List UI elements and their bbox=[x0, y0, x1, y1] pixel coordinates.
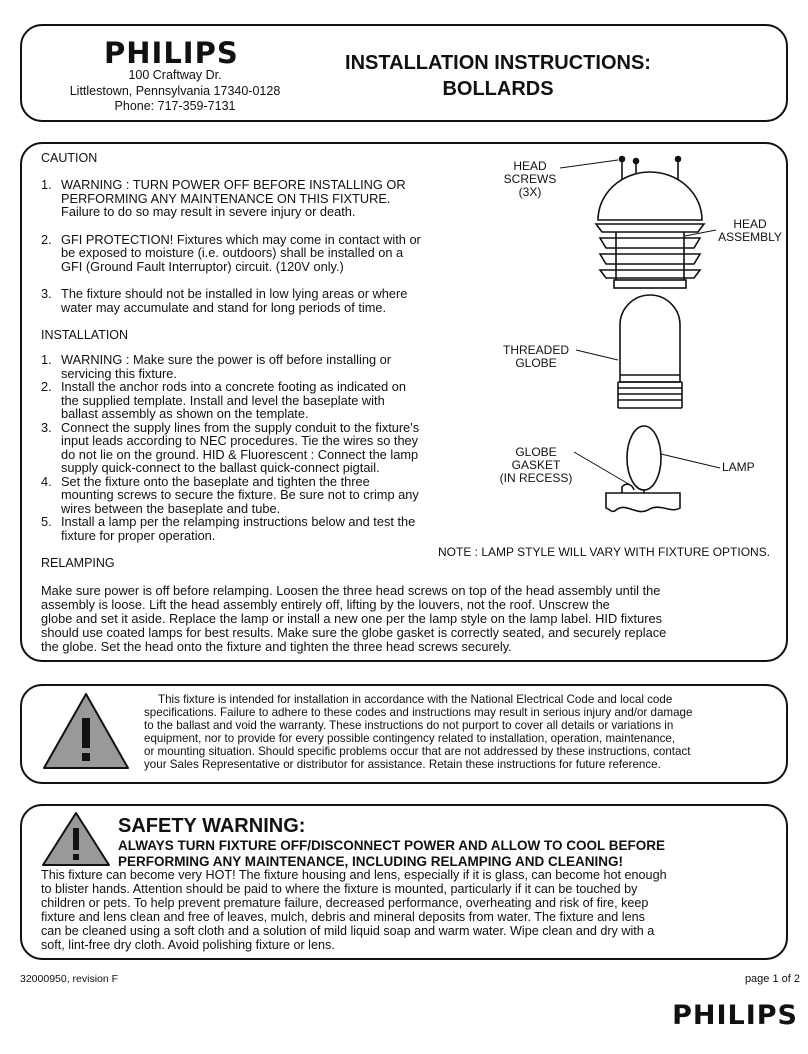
safety-title: SAFETY WARNING: bbox=[118, 815, 306, 837]
safety-subtitle-line: ALWAYS TURN FIXTURE OFF/DISCONNECT POWER AND ALLOW TO COOL BEFORE bbox=[118, 838, 666, 853]
label-line: GLOBE bbox=[515, 356, 557, 370]
list-number: 1. bbox=[41, 352, 52, 367]
list-line: mounting screws to secure the fixture. Be sure not to crimp any bbox=[61, 487, 419, 502]
list-line: Install the anchor rods into a concrete footing as indicated on bbox=[61, 379, 407, 394]
list-line: do not lie on the ground. HID & Fluorescent : Connect the lamp bbox=[61, 446, 419, 462]
list-line: GFI (Ground Fault Interruptor) circuit. (120V only.) bbox=[61, 258, 344, 274]
list-line: Install a lamp per the relamping instructions below and test the bbox=[61, 514, 416, 529]
notice-line: your Sales Representative or distributor for assistance. Retain these instructions for future reference. bbox=[144, 758, 661, 771]
lamp-style-note: NOTE : LAMP STYLE WILL VARY WITH FIXTURE OPTIONS. bbox=[438, 545, 771, 559]
label-line: (3X) bbox=[518, 185, 542, 199]
list-line: wires between the baseplate and tube. bbox=[61, 500, 281, 516]
notice-line: This fixture is intended for installation in accordance with the National Electrical Code and local code bbox=[158, 693, 673, 706]
safety-subtitle-line: PERFORMING ANY MAINTENANCE, INCLUDING RELAMPING AND CLEANING! bbox=[118, 854, 623, 869]
label-line: ASSEMBLY bbox=[718, 230, 782, 244]
list-line: fixture for proper operation. bbox=[61, 527, 216, 543]
list-number: 3. bbox=[41, 419, 52, 435]
list-text bbox=[61, 380, 406, 421]
caution-heading: CAUTION bbox=[41, 151, 98, 165]
list-number: 2. bbox=[41, 379, 52, 394]
list-item bbox=[41, 178, 481, 219]
list-text bbox=[61, 475, 419, 516]
document-number: 32000950, revision F bbox=[20, 973, 119, 985]
installation-list bbox=[41, 353, 481, 542]
list-text bbox=[61, 178, 406, 219]
list-line: water may accumulate and stand for long periods of time. bbox=[61, 299, 387, 315]
title-line: INSTALLATION INSTRUCTIONS: bbox=[345, 52, 651, 74]
company-address bbox=[40, 68, 310, 115]
bollard-diagram bbox=[560, 150, 740, 530]
label-line: HEAD bbox=[733, 217, 767, 231]
title-line: BOLLARDS bbox=[442, 78, 554, 100]
list-line: be exposed to moisture (i.e. outdoors) shall be installed on a bbox=[61, 245, 404, 260]
warning-triangle-icon bbox=[40, 810, 112, 868]
address-line: Phone: 717-359-7131 bbox=[114, 99, 236, 113]
relamping-text bbox=[41, 584, 781, 654]
safety-line: children or pets. To help prevent premature failure, decreased performance, overheating and risk of fire, keep bbox=[41, 896, 649, 910]
label-line: (IN RECESS) bbox=[499, 471, 573, 485]
list-line: Failure to do so may result in severe injury or death. bbox=[61, 204, 356, 219]
list-item bbox=[41, 353, 481, 380]
safety-line: can be cleaned using a soft cloth and a solution of mild liquid soap and warm water. Wipe clean and dry with a bbox=[41, 924, 655, 938]
safety-line: to blister hands. Attention should be paid to where the fixture is mounted, particularly if it can be touched by bbox=[41, 882, 638, 896]
notice-text bbox=[144, 693, 782, 771]
label-head-screws bbox=[494, 160, 566, 199]
list-line: PERFORMING ANY MAINTENANCE ON THIS FIXTURE. bbox=[61, 190, 391, 206]
list-line: WARNING : TURN POWER OFF BEFORE INSTALLING OR bbox=[61, 177, 406, 192]
list-line: The fixture should not be installed in low lying areas or where bbox=[61, 286, 408, 301]
safety-line: fixture and lens clean and free of leaves, mulch, debris and mineral deposits from water. The fixture and lens bbox=[41, 910, 645, 924]
warning-triangle-icon bbox=[40, 690, 132, 772]
list-text bbox=[61, 421, 419, 475]
list-text bbox=[61, 233, 421, 274]
list-line: servicing this fixture. bbox=[61, 365, 177, 381]
label-lamp: LAMP bbox=[722, 460, 755, 474]
list-line: WARNING : Make sure the power is off before installing or bbox=[61, 352, 392, 367]
list-number: 2. bbox=[41, 231, 52, 247]
list-item bbox=[41, 287, 481, 314]
label-line: SCREWS bbox=[503, 172, 557, 186]
safety-line: soft, lint-free dry cloth. Avoid polishing fixture or lens. bbox=[41, 938, 335, 952]
list-text bbox=[61, 287, 407, 314]
relamping-line: globe and set it aside. Replace the lamp or install a new one per the lamp style on the lamp label. HID fixtures bbox=[41, 611, 662, 626]
label-line: HEAD bbox=[513, 159, 547, 173]
notice-line: equipment, nor to provide for every possible contingency related to installation, operation, maintenance, bbox=[144, 732, 676, 745]
relamping-line: Make sure power is off before relamping. Loosen the three head screws on top of the head assembly until the bbox=[41, 583, 661, 598]
address-line: 100 Craftway Dr. bbox=[128, 68, 222, 82]
relamping-line: should use coated lamps for best results. Make sure the globe gasket is correctly seated, and securely replace bbox=[41, 625, 667, 640]
list-item bbox=[41, 515, 481, 542]
safety-body bbox=[41, 868, 783, 952]
list-item bbox=[41, 421, 481, 475]
installation-heading: INSTALLATION bbox=[41, 328, 129, 342]
safety-subtitle bbox=[118, 838, 782, 870]
relamping-heading: RELAMPING bbox=[41, 556, 115, 570]
relamping-line: the globe. Set the head onto the fixture and tighten the three head screws securely. bbox=[41, 639, 512, 654]
notice-line: to the ballast and void the warranty. These instructions do not purport to cover all details or variations in bbox=[144, 719, 674, 732]
list-line: supply quick-connect to the ballast quick-connect pigtail. bbox=[61, 460, 380, 475]
list-line: Set the fixture onto the baseplate and tighten the three bbox=[61, 473, 370, 489]
list-number: 5. bbox=[41, 514, 52, 529]
label-line: THREADED bbox=[502, 343, 569, 357]
list-line: GFI PROTECTION! Fixtures which may come in contact with or bbox=[61, 231, 421, 247]
label-line: GLOBE bbox=[515, 445, 557, 459]
notice-line: or mounting situation. Should specific problems occur that are not addressed by these instructions, contact bbox=[144, 745, 691, 758]
list-number: 4. bbox=[41, 473, 52, 489]
footer-brand-logo: PHILIPS bbox=[672, 1000, 798, 1031]
header-brand-logo: PHILIPS bbox=[104, 36, 239, 70]
safety-line: This fixture can become very HOT! The fixture housing and lens, especially if it is glass, can become hot enough bbox=[41, 868, 667, 882]
page-number: page 1 of 2 bbox=[744, 973, 800, 985]
list-item bbox=[41, 380, 481, 421]
address-line: Littlestown, Pennsylvania 17340-0128 bbox=[69, 83, 281, 98]
list-text bbox=[61, 353, 391, 380]
list-number: 3. bbox=[41, 286, 52, 301]
label-line: GASKET bbox=[511, 458, 561, 472]
relamping-line: assembly is loose. Lift the head assembly entirely off, lifting by the louvers, not the roof. Unscrew the bbox=[41, 597, 610, 612]
list-line: ballast assembly as shown on the template. bbox=[61, 406, 309, 421]
caution-list bbox=[41, 178, 481, 314]
list-line: input leads according to NEC procedures. Tie the wires so they bbox=[61, 433, 419, 448]
list-item bbox=[41, 475, 481, 516]
page-title bbox=[318, 50, 678, 102]
list-number: 1. bbox=[41, 177, 52, 192]
list-line: the supplied template. Install and level the baseplate with bbox=[61, 392, 385, 408]
notice-line: specifications. Failure to adhere to these codes and instructions may result in serious injury and/or damage bbox=[144, 706, 693, 719]
list-line: Connect the supply lines from the supply conduit to the fixture's bbox=[61, 419, 420, 435]
list-item bbox=[41, 233, 481, 274]
list-text bbox=[61, 515, 415, 542]
